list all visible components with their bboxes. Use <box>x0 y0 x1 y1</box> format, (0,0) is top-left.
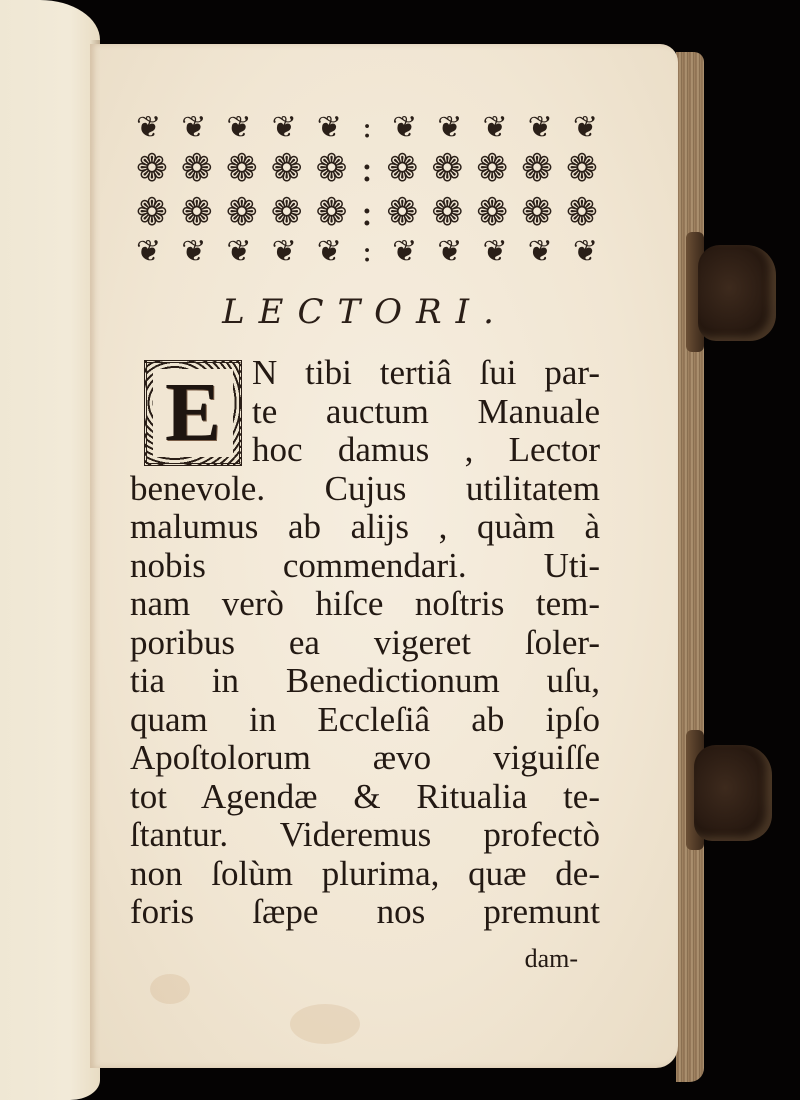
page-content <box>130 110 600 978</box>
text-line: tot Agendæ & Ritualia te- <box>130 776 600 816</box>
ornament-separator: : <box>361 233 373 269</box>
fleuron-icon: ❦ <box>572 110 598 145</box>
scroll-ornament-icon: ❁ <box>566 189 598 234</box>
text-line: nobis commendari. Uti- <box>130 545 600 585</box>
scroll-ornament-icon: ❁ <box>521 189 553 234</box>
ornament-separator: : <box>361 110 373 145</box>
scroll-ornament-icon: ❁ <box>431 189 464 234</box>
ornament-row-3 <box>136 191 598 233</box>
text-line: Apoſtolorum ævo viguiſſe <box>130 738 600 777</box>
fleuron-icon: ❦ <box>316 233 342 269</box>
foxing-stain <box>150 974 190 1004</box>
scroll-ornament-icon: ❁ <box>225 189 258 234</box>
scroll-ornament-icon: ❁ <box>476 146 509 191</box>
ornament-row-4 <box>136 234 598 270</box>
text-line: ſtantur. Videremus profectò <box>130 815 600 854</box>
clasp-top-icon <box>698 245 776 341</box>
text-line: malumus ab alijs , quàm à <box>130 507 600 546</box>
fleuron-icon: ❦ <box>271 233 297 269</box>
ornament-separator: : <box>360 189 374 234</box>
scroll-ornament-icon: ❁ <box>270 189 303 234</box>
body-text <box>130 354 600 978</box>
fleuron-icon: ❦ <box>136 233 162 269</box>
text-line: nam verò hiſce noſtris tem- <box>130 584 600 623</box>
opening-paragraph <box>130 354 600 470</box>
fleuron-icon: ❦ <box>437 110 463 145</box>
text-line: non ſolùm plurima, quæ de- <box>130 853 600 893</box>
fleuron-icon: ❦ <box>437 233 463 269</box>
fleuron-icon: ❦ <box>226 110 252 145</box>
fleuron-icon: ❦ <box>392 110 418 145</box>
scroll-ornament-icon: ❁ <box>180 146 213 191</box>
scroll-ornament-icon: ❁ <box>136 146 168 191</box>
ornament-row-2 <box>136 147 598 189</box>
text-line: foris ſæpe nos premunt <box>130 892 600 931</box>
text-line: quam in Eccleſiâ ab ipſo <box>130 699 600 739</box>
scroll-ornament-icon: ❁ <box>521 146 553 191</box>
scroll-ornament-icon: ❁ <box>476 189 509 234</box>
scroll-ornament-icon: ❁ <box>136 189 168 234</box>
fleuron-icon: ❦ <box>482 233 508 269</box>
fleuron-icon: ❦ <box>527 233 553 269</box>
ornamental-headpiece <box>136 110 598 270</box>
text-line: N tibi tertiâ ſui par- <box>252 353 600 392</box>
ornament-separator: : <box>360 146 374 191</box>
text-line: benevole. Cujus utilitatem <box>130 468 600 508</box>
clasp-bottom-icon <box>694 745 772 841</box>
drop-cap-letter: E <box>153 369 233 457</box>
scroll-ornament-icon: ❁ <box>386 189 419 234</box>
fleuron-icon: ❦ <box>226 233 252 269</box>
fleuron-icon: ❦ <box>181 110 207 145</box>
fleuron-icon: ❦ <box>136 110 162 145</box>
ornament-row-1 <box>136 110 598 146</box>
scroll-ornament-icon: ❁ <box>431 146 464 191</box>
scroll-ornament-icon: ❁ <box>566 146 598 191</box>
left-page <box>0 0 100 1100</box>
scroll-ornament-icon: ❁ <box>180 189 213 234</box>
text-line: poribus ea vigeret ſoler- <box>130 622 600 662</box>
fleuron-icon: ❦ <box>271 110 297 145</box>
scroll-ornament-icon: ❁ <box>315 189 348 234</box>
fleuron-icon: ❦ <box>572 233 598 269</box>
scroll-ornament-icon: ❁ <box>270 146 303 191</box>
scroll-ornament-icon: ❁ <box>386 146 419 191</box>
foxing-stain <box>290 1004 360 1044</box>
catchword: dam- <box>524 943 578 973</box>
scroll-ornament-icon: ❁ <box>225 146 258 191</box>
scroll-ornament-icon: ❁ <box>315 146 348 191</box>
fleuron-icon: ❦ <box>482 110 508 145</box>
text-line: hoc damus , Lector <box>252 430 600 469</box>
fleuron-icon: ❦ <box>392 233 418 269</box>
page-heading: LECTORI. <box>222 292 508 332</box>
text-line: tia in Benedictionum uſu, <box>130 661 600 700</box>
text-line: te auctum Manuale <box>252 391 600 431</box>
fleuron-icon: ❦ <box>527 110 553 145</box>
decorated-initial-icon <box>144 360 242 466</box>
fleuron-icon: ❦ <box>181 233 207 269</box>
page-fore-edge <box>676 52 704 1082</box>
fleuron-icon: ❦ <box>316 110 342 145</box>
